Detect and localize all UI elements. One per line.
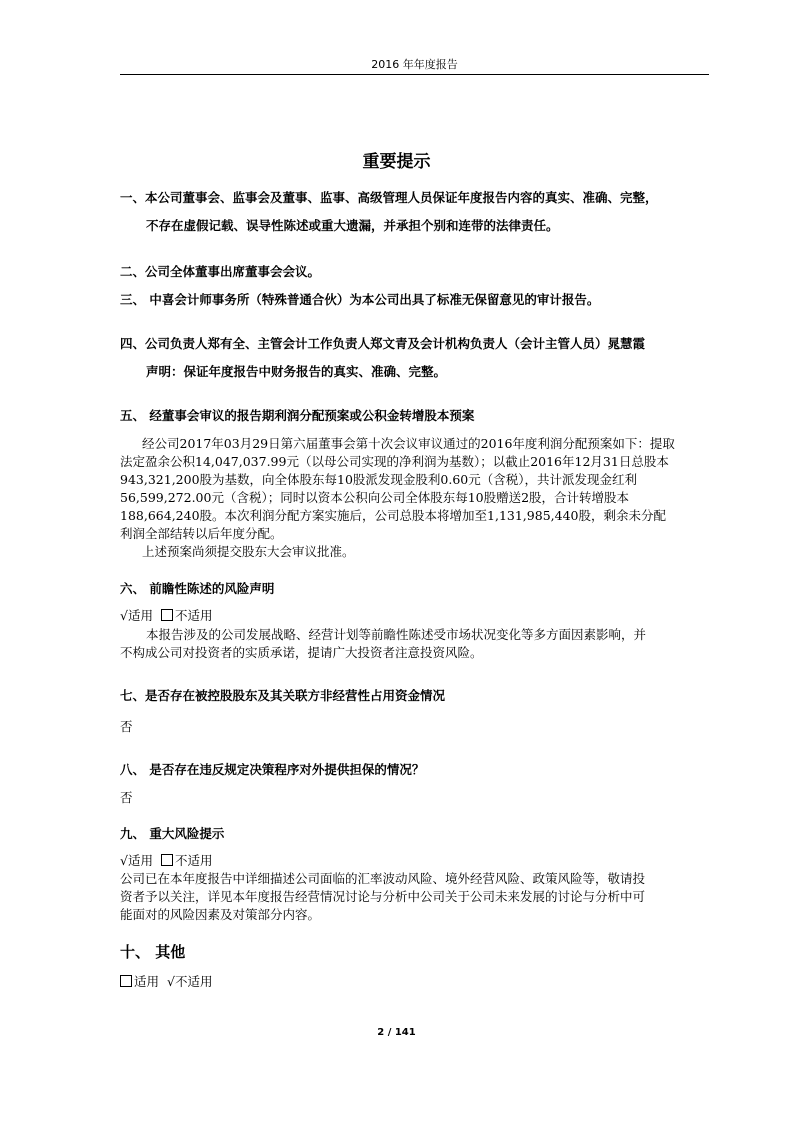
section-7-heading: 七、是否存在被控股股东及其关联方非经营性占用资金情况: [120, 688, 446, 703]
section-8-answer: 否: [120, 790, 133, 805]
report-header: 2016 年年度报告: [371, 58, 458, 71]
page-title: 重要提示: [362, 152, 431, 172]
not-applicable-label: 不适用: [174, 974, 213, 989]
section-9-applicability: [120, 851, 213, 869]
section-5-heading: 五、 经董事会审议的报告期利润分配预案或公积金转增股本预案: [120, 408, 475, 423]
section-5-line-4: 56,599,272.00元（含税）；同时以资本公积向公司全体股东每10股赠送2股，合计转增股本: [120, 490, 630, 505]
section-6-applicability: [120, 606, 213, 624]
section-9-line-1: 公司已在本年度报告中详细描述公司面临的汇率波动风险、境外经营风险、政策风险等，敬请投: [120, 871, 646, 886]
section-10-heading: 十、 其他: [120, 943, 186, 961]
applicable-label: 适用: [134, 974, 160, 989]
applicable-label: 适用: [127, 853, 153, 868]
section-9-line-3: 能面对的风险因素及对策部分内容。: [120, 907, 321, 922]
empty-checkbox-icon: [161, 609, 173, 621]
section-5-line-5: 188,664,240股。本次利润分配方案实施后，公司总股本将增加至1,131,985,440股，剩余未分配: [120, 508, 666, 523]
page-number: 2 / 141: [377, 1027, 416, 1038]
empty-checkbox-icon: [120, 975, 132, 987]
section-8-heading: 八、 是否存在违反规定决策程序对外提供担保的情况？: [120, 762, 425, 777]
section-1-line-1: 一、本公司董事会、监事会及董事、监事、高级管理人员保证年度报告内容的真实、准确、完整，: [120, 190, 658, 205]
section-2-line: 二、公司全体董事出席董事会会议。: [120, 264, 321, 279]
not-applicable-label: 不适用: [174, 608, 213, 623]
section-7-answer: 否: [120, 719, 133, 734]
header-rule: [120, 74, 709, 75]
check-mark-icon: √: [167, 974, 175, 989]
section-5-line-1: 经公司2017年03月29日第六届董事会第十次会议审议通过的2016年度利润分配预案如下：提取: [142, 436, 675, 451]
check-mark-icon: √: [120, 853, 128, 868]
empty-checkbox-icon: [161, 854, 173, 866]
section-5-line-3: 943,321,200股为基数，向全体股东每10股派发现金股利0.60元（含税），共计派发现金红利: [120, 472, 638, 487]
section-3-line: 三、 中喜会计师事务所（特殊普通合伙）为本公司出具了标准无保留意见的审计报告。: [120, 292, 600, 307]
section-10-applicability: [120, 972, 213, 990]
section-6-line-1: 本报告涉及的公司发展战略、经营计划等前瞻性陈述受市场状况变化等多方面因素影响，并: [146, 627, 647, 642]
check-mark-icon: √: [120, 608, 128, 623]
section-6-heading: 六、 前瞻性陈述的风险声明: [120, 581, 275, 596]
section-9-line-2: 资者予以关注，详见本年度报告经营情况讨论与分析中公司关于公司未来发展的讨论与分析中可: [120, 889, 646, 904]
section-5-line-7: 上述预案尚须提交股东大会审议批准。: [142, 544, 355, 559]
section-1-line-2: 不存在虚假记载、误导性陈述或重大遗漏，并承担个别和连带的法律责任。: [146, 218, 559, 233]
section-9-heading: 九、 重大风险提示: [120, 826, 225, 841]
section-6-line-2: 不构成公司对投资者的实质承诺，提请广大投资者注意投资风险。: [120, 645, 483, 660]
not-applicable-label: 不适用: [174, 853, 213, 868]
section-4-line-1: 四、公司负责人郑有全、主管会计工作负责人郑文青及会计机构负责人（会计主管人员）晁慧霞: [120, 336, 646, 351]
section-5-line-2: 法定盈余公积14,047,037.99元（以母公司实现的净利润为基数）；以截止2016年12月31日总股本: [120, 454, 669, 469]
section-5-line-6: 利润全部结转以后年度分配。: [120, 526, 283, 541]
section-4-line-2: 声明：保证年度报告中财务报告的真实、准确、完整。: [146, 364, 447, 379]
applicable-label: 适用: [127, 608, 153, 623]
